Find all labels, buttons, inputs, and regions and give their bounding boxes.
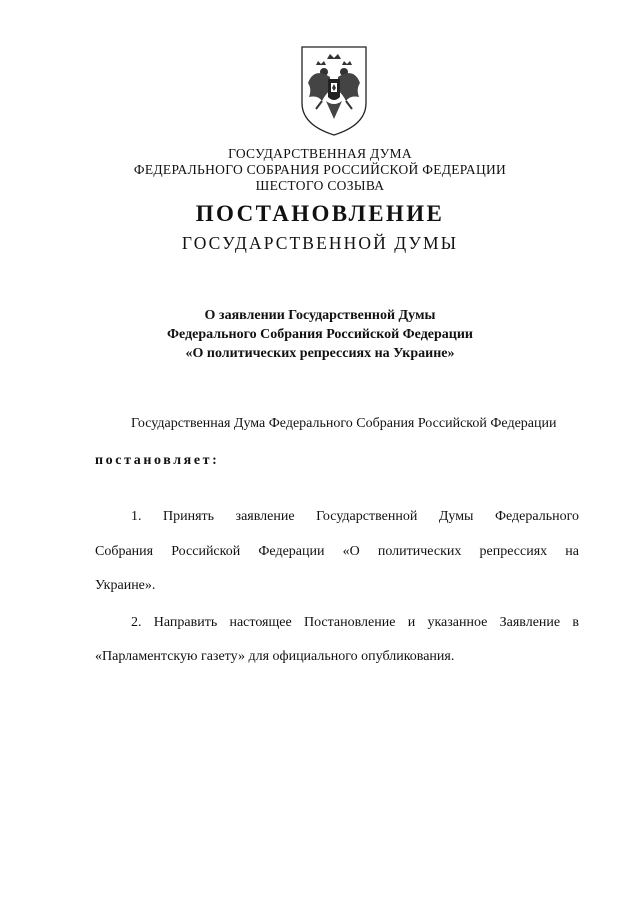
preamble-text: Государственная Дума Федерального Собрания Российской Федерации: [131, 416, 557, 431]
coat-of-arms-icon: [300, 45, 368, 137]
subject-line-3: «О политических репрессиях на Украине»: [185, 346, 455, 361]
item-1-line-1: 1. Принять заявление Государственной Думы Федерального: [131, 509, 579, 524]
resolves-text: постановляет:: [95, 453, 220, 468]
org-line-3: ШЕСТОГО СОЗЫВА: [255, 178, 385, 193]
item-2-line-1: 2. Направить настоящее Постановление и указанное Заявление в: [131, 615, 579, 630]
subject-line-1: О заявлении Государственной Думы: [204, 308, 436, 323]
item-1-line-3: Украине».: [95, 578, 156, 593]
item-2-line-2: «Парламентскую газету» для официального опубликования.: [95, 649, 455, 664]
document-subtitle: ГОСУДАРСТВЕННОЙ ДУМЫ: [181, 233, 459, 253]
document-title: ПОСТАНОВЛЕНИЕ: [195, 201, 445, 226]
org-line-1: ГОСУДАРСТВЕННАЯ ДУМА: [228, 146, 412, 161]
org-line-2: ФЕДЕРАЛЬНОГО СОБРАНИЯ РОССИЙСКОЙ ФЕДЕРАЦИИ: [133, 162, 507, 177]
subject-line-2: Федерального Собрания Российской Федерации: [167, 327, 473, 342]
item-1-line-2: Собрания Российской Федерации «О политических репрессиях на: [95, 544, 579, 559]
